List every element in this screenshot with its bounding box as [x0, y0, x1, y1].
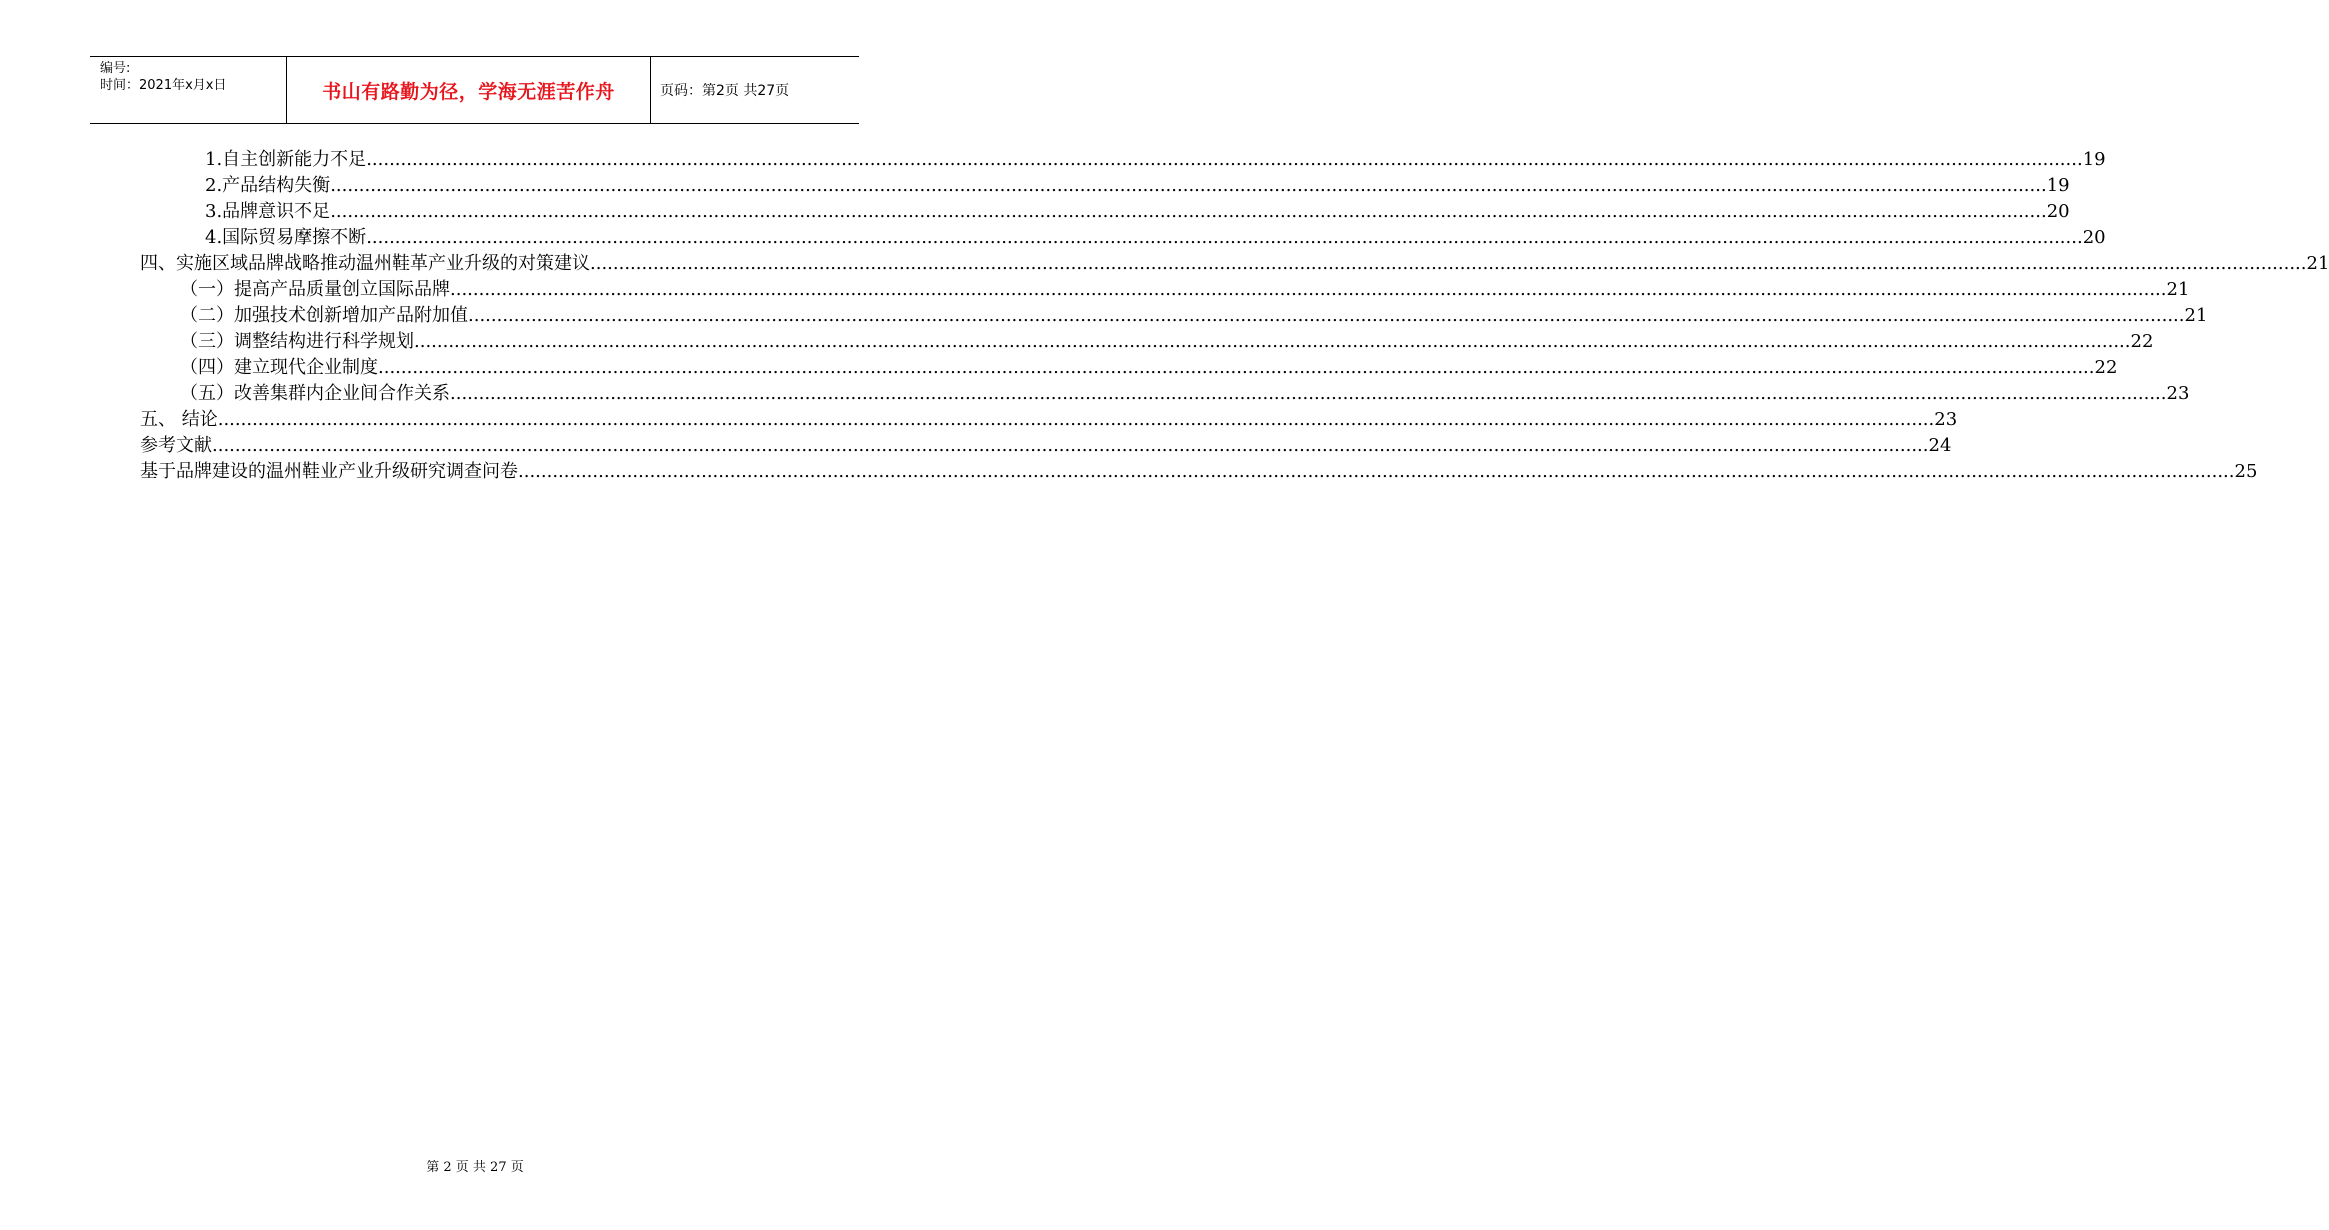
toc-entry[interactable] — [180, 379, 2190, 405]
toc-entry-label: 五、 结论 — [140, 409, 218, 430]
toc-entry-label: （五）改善集群内企业间合作关系 — [180, 383, 450, 404]
toc-entry-label: （二）加强技术创新增加产品附加值 — [180, 305, 468, 326]
toc-leader-dots: ............................................................................................................................................................................................................................................................................................................ — [366, 149, 2083, 170]
toc-entry-page: 21 — [2166, 279, 2190, 300]
toc-entry-label: （三）调整结构进行科学规划 — [180, 331, 414, 352]
toc-entry[interactable] — [205, 197, 2070, 223]
toc-entry-page: 22 — [2130, 331, 2154, 352]
page-footer: 第 2 页 共 27 页 — [426, 1160, 524, 1175]
header-page-code: 页码：第2页 共27页 — [660, 83, 790, 99]
toc-entry-page: 24 — [1928, 435, 1952, 456]
toc-entry-label: 1.自主创新能力不足 — [205, 149, 367, 170]
toc-entry-label: 参考文献 — [140, 435, 212, 456]
toc-entry-page: 23 — [1934, 409, 1958, 430]
toc-leader-dots: ............................................................................................................................................................................................................................................................................................................ — [217, 409, 1935, 430]
toc-entry[interactable] — [140, 405, 1958, 431]
toc-entry-label: 基于品牌建设的温州鞋业产业升级研究调查问卷 — [140, 461, 518, 482]
toc-entry-label: 4.国际贸易摩擦不断 — [205, 227, 367, 248]
toc-entry[interactable] — [205, 223, 2106, 249]
toc-entry-page: 21 — [2306, 253, 2329, 274]
toc-leader-dots: ............................................................................................................................................................................................................................................................................................................ — [330, 175, 2047, 196]
toc-leader-dots: ............................................................................................................................................................................................................................................................................................................ — [590, 253, 2307, 274]
toc-entry[interactable] — [180, 301, 2208, 327]
toc-entry-label: 2.产品结构失衡 — [205, 175, 331, 196]
toc-entry[interactable] — [180, 327, 2154, 353]
toc-entry-page: 25 — [2234, 461, 2258, 482]
toc-entry-label: 四、实施区域品牌战略推动温州鞋革产业升级的对策建议 — [140, 253, 590, 274]
toc-leader-dots: ............................................................................................................................................................................................................................................................................................................ — [366, 227, 2083, 248]
toc-entry[interactable] — [140, 249, 2329, 275]
header-meta — [90, 57, 286, 123]
toc-entry-page: 20 — [2082, 227, 2106, 248]
toc-leader-dots: ............................................................................................................................................................................................................................................................................................................ — [212, 435, 1929, 456]
toc-leader-dots: ............................................................................................................................................................................................................................................................................................................ — [330, 201, 2047, 222]
toc-leader-dots: ............................................................................................................................................................................................................................................................................................................ — [450, 279, 2167, 300]
toc-leader-dots: ............................................................................................................................................................................................................................................................................................................ — [414, 331, 2131, 352]
toc-entry-label: （一）提高产品质量创立国际品牌 — [180, 279, 450, 300]
toc-entry-label: 3.品牌意识不足 — [205, 201, 331, 222]
header-motto: 书山有路勤为径，学海无涯苦作舟 — [286, 57, 651, 123]
toc-entry[interactable] — [140, 431, 1952, 457]
toc-entry-page: 21 — [2184, 305, 2208, 326]
toc-entry[interactable] — [205, 145, 2106, 171]
toc-entry[interactable] — [180, 275, 2190, 301]
toc-entry-label: （四）建立现代企业制度 — [180, 357, 378, 378]
toc-entry-page: 23 — [2166, 383, 2190, 404]
toc-leader-dots: ............................................................................................................................................................................................................................................................................................................ — [468, 305, 2185, 326]
toc-entry-page: 19 — [2046, 175, 2070, 196]
toc-leader-dots: ............................................................................................................................................................................................................................................................................................................ — [518, 461, 2235, 482]
toc-leader-dots: ............................................................................................................................................................................................................................................................................................................ — [378, 357, 2095, 378]
time-label: 时间：2021年x月x日 — [100, 78, 227, 93]
toc-leader-dots: ............................................................................................................................................................................................................................................................................................................ — [450, 383, 2167, 404]
toc-entry[interactable] — [180, 353, 2118, 379]
page-header — [90, 56, 859, 124]
toc-entry-page: 19 — [2082, 149, 2106, 170]
toc-entry-page: 22 — [2094, 357, 2118, 378]
number-label: 编号: — [100, 61, 131, 76]
toc-entry[interactable] — [205, 171, 2070, 197]
toc-entry[interactable] — [140, 457, 2258, 483]
toc-entry-page: 20 — [2046, 201, 2070, 222]
